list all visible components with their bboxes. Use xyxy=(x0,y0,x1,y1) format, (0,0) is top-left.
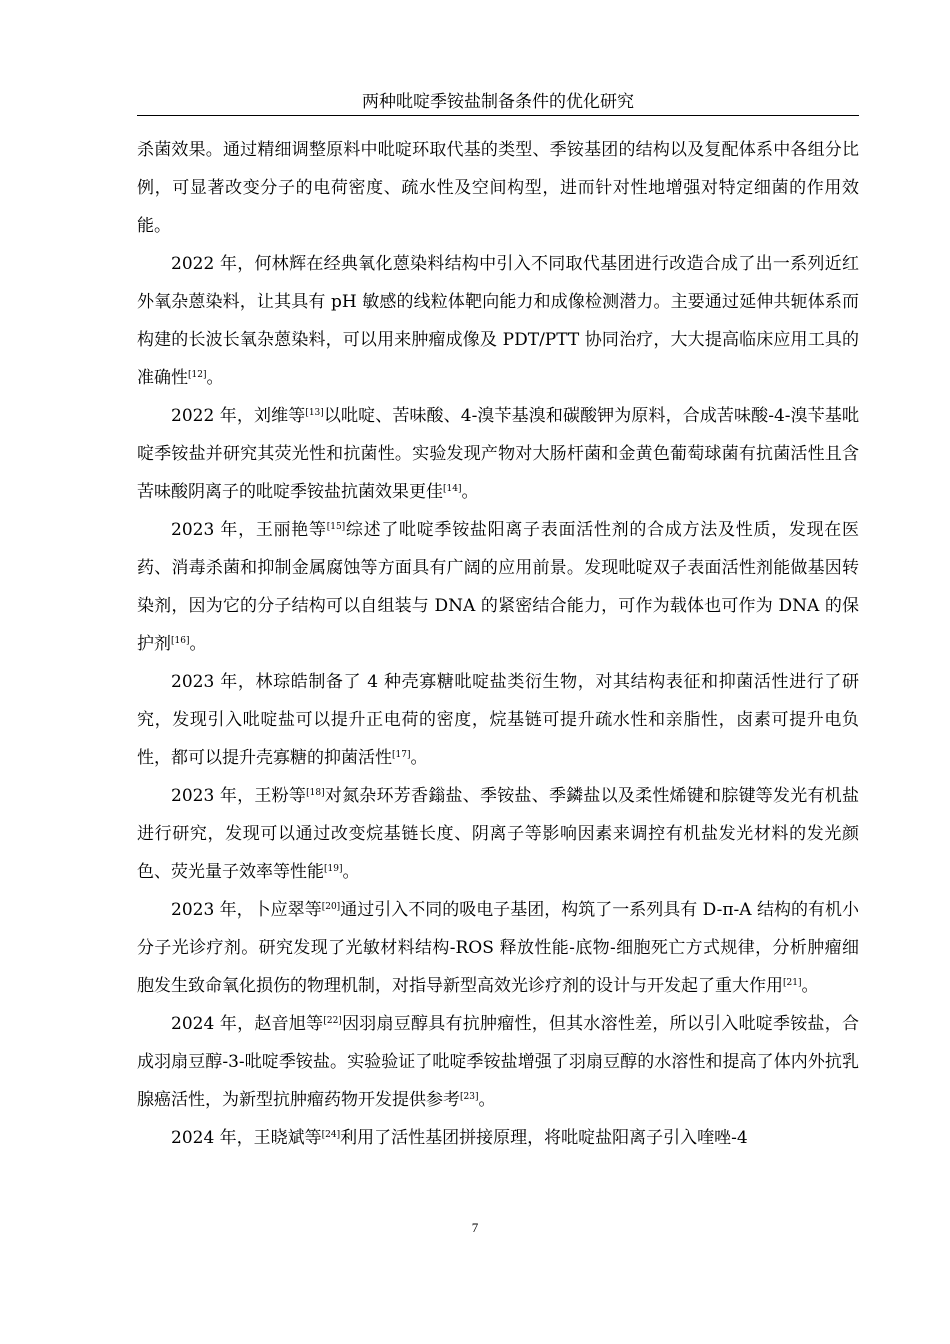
body-paragraph xyxy=(137,663,859,777)
text-run: 2023 年，王粉等 xyxy=(171,786,307,806)
citation-ref: [13] xyxy=(305,408,324,418)
text-run: 。 xyxy=(189,634,207,654)
citation-ref: [14] xyxy=(443,484,462,494)
citation-ref: [18] xyxy=(306,788,325,798)
body-text xyxy=(137,131,859,1157)
body-paragraph xyxy=(137,131,859,245)
text-run: 2022 年，刘维等 xyxy=(171,406,306,426)
citation-ref: [19] xyxy=(324,864,343,874)
text-run: 因羽扇豆醇具有抗肿瘤性，但其水溶性差，所以引入吡啶季铵盐，合成羽扇豆醇-3-吡啶季铵盐。实验验证了吡啶季铵盐增强了羽扇豆醇的水溶性和提高了体内外抗乳腺癌活性，为新型抗肿瘤药物开发提供参考 xyxy=(137,1014,859,1110)
text-run: 。 xyxy=(206,368,224,388)
text-run: 对氮杂环芳香鎓盐、季铵盐、季鏻盐以及柔性烯键和腙键等发光有机盐进行研究，发现可以通过改变烷基链长度、阴离子等影响因素来调控有机盐发光材料的发光颜色、荧光量子效率等性能 xyxy=(137,786,860,882)
text-run: 以吡啶、苦味酸、4-溴苄基溴和碳酸钾为原料，合成苦味酸-4-溴苄基吡啶季铵盐并研究其荧光性和抗菌性。实验发现产物对大肠杆菌和金黄色葡萄球菌有抗菌活性且含苦味酸阴离子的吡啶季铵盐抗菌效果更佳 xyxy=(137,406,859,502)
running-header: 两种吡啶季铵盐制备条件的优化研究 xyxy=(362,92,634,112)
body-paragraph xyxy=(137,511,859,663)
citation-ref: [22] xyxy=(323,1016,342,1026)
text-run: 2023 年，王丽艳等 xyxy=(171,520,327,540)
body-paragraph xyxy=(137,777,859,891)
text-run: 2024 年，王晓斌等 xyxy=(171,1128,322,1148)
header-rule xyxy=(137,115,859,116)
text-run: 综述了吡啶季铵盐阳离子表面活性剂的合成方法及性质，发现在医药、消毒杀菌和抑制金属腐蚀等方面具有广阔的应用前景。发现吡啶双子表面活性剂能做基因转染剂，因为它的分子结构可以自组装与 DNA 的紧密结合能力，可作为载体也可作为 DNA 的保护剂 xyxy=(137,520,860,654)
text-run: 杀菌效果。通过精细调整原料中吡啶环取代基的类型、季铵基团的结构以及复配体系中各组分比例，可显著改变分子的电荷密度、疏水性及空间构型，进而针对性地增强对特定细菌的作用效能。 xyxy=(137,140,859,236)
citation-ref: [20] xyxy=(321,902,341,912)
citation-ref: [21] xyxy=(783,978,802,988)
text-run: 2022 年，何林辉在经典氧化蒽染料结构中引入不同取代基团进行改造合成了出一系列近红外氧杂蒽染料，让其具有 pH 敏感的线粒体靶向能力和成像检测潜力。主要通过延伸共轭体系而构建的长波长氧杂蒽染料，可以用来肿瘤成像及 PDT/PTT 协同治疗，大大提高临床应用工具的准确性 xyxy=(137,254,859,388)
text-run: 2024 年，赵音旭等 xyxy=(171,1014,324,1034)
text-run: 。 xyxy=(461,482,479,502)
citation-ref: [17] xyxy=(392,750,411,760)
body-paragraph xyxy=(137,397,859,511)
citation-ref: [12] xyxy=(188,370,207,380)
text-run: 2023 年，卜应翠等 xyxy=(171,900,322,920)
citation-ref: [15] xyxy=(326,522,346,532)
body-paragraph xyxy=(137,245,859,397)
text-run: 。 xyxy=(410,748,428,768)
text-run: 2023 年，林琮皓制备了 4 种壳寡糖吡啶盐类衍生物，对其结构表征和抑菌活性进行了研究，发现引入吡啶盐可以提升正电荷的密度，烷基链可提升疏水性和亲脂性，卤素可提升电负性，都可以提升壳寡糖的抑菌活性 xyxy=(137,672,859,768)
body-paragraph xyxy=(137,1005,859,1119)
citation-ref: [23] xyxy=(460,1092,479,1102)
text-run: 通过引入不同的吸电子基团，构筑了一系列具有 D-π-A 结构的有机小分子光诊疗剂。研究发现了光敏材料结构-ROS 释放性能-底物-细胞死亡方式规律，分析肿瘤细胞发生致命氧化损伤的物理机制，对指导新型高效光诊疗剂的设计与开发起了重大作用 xyxy=(137,900,859,996)
citation-ref: [16] xyxy=(171,636,190,646)
body-paragraph xyxy=(137,891,859,1005)
citation-ref: [24] xyxy=(321,1130,341,1140)
text-run: 。 xyxy=(342,862,360,882)
text-run: 。 xyxy=(478,1090,496,1110)
body-paragraph xyxy=(137,1119,859,1157)
page-number: 7 xyxy=(471,1220,479,1235)
text-run: 利用了活性基团拼接原理，将吡啶盐阳离子引入喹唑-4 xyxy=(340,1128,748,1148)
text-run: 。 xyxy=(801,976,819,996)
